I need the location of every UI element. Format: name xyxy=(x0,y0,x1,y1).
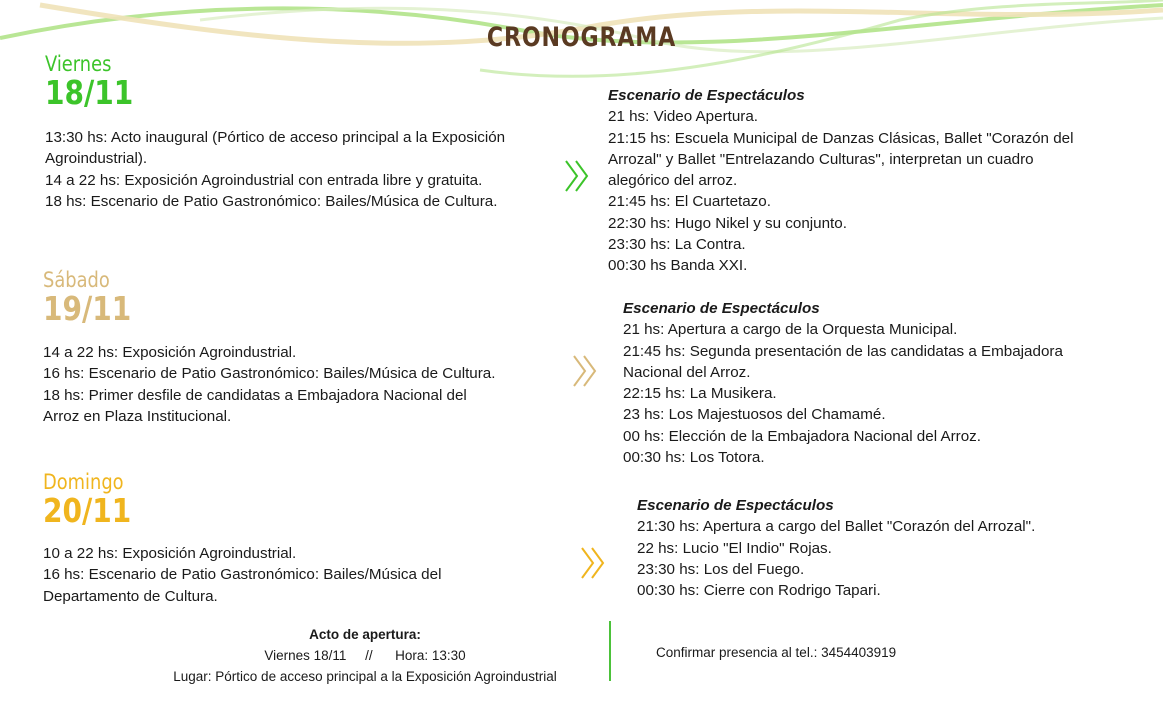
chevron-right-icon xyxy=(579,545,609,581)
stage-line: 23:30 hs: La Contra. xyxy=(608,236,746,254)
schedule-line: 16 hs: Escenario de Patio Gastronómico: Bailes/Música del xyxy=(43,566,442,584)
day-schedule-sabado xyxy=(43,342,495,427)
stage-line: 00:30 hs: Cierre con Rodrigo Tapari. xyxy=(637,582,881,600)
opening-label: Acto de apertura: xyxy=(309,627,421,642)
day-name: Viernes xyxy=(45,52,112,76)
stage-line: 22 hs: Lucio "El Indio" Rojas. xyxy=(637,539,832,557)
chevron-right-icon xyxy=(563,158,593,194)
day-name: Sábado xyxy=(43,268,110,292)
stage-line: 21:15 hs: Escuela Municipal de Danzas Clásicas, Ballet "Corazón del xyxy=(608,129,1074,147)
day-name: Domingo xyxy=(43,470,124,494)
stage-title: Escenario de Espectáculos xyxy=(608,87,805,104)
day-date: 18/11 xyxy=(45,73,134,112)
stage-line: 21 hs: Apertura a cargo de la Orquesta Municipal. xyxy=(623,321,958,339)
day-heading-domingo xyxy=(43,470,147,528)
day-heading-viernes xyxy=(45,52,149,110)
opening-place: Lugar: Pórtico de acceso principal a la Exposición Agroindustrial xyxy=(173,669,557,684)
footer-divider xyxy=(609,621,611,681)
opening-when: Viernes 18/11 // Hora: 13:30 xyxy=(264,648,466,663)
stage-line: 21 hs: Video Apertura. xyxy=(608,108,759,126)
stage-line: Arrozal" y Ballet "Entrelazando Culturas", interpretan un cuadro xyxy=(608,150,1034,168)
day-schedule-viernes xyxy=(45,127,505,212)
schedule-line: 14 a 22 hs: Exposición Agroindustrial. xyxy=(43,344,297,361)
schedule-line: 16 hs: Escenario de Patio Gastronómico: Bailes/Música de Cultura. xyxy=(43,365,496,383)
stage-line: 21:45 hs: El Cuartetazo. xyxy=(608,193,771,211)
day-date: 19/11 xyxy=(43,289,132,328)
stage-line: 21:45 hs: Segunda presentación de las candidatas a Embajadora xyxy=(623,342,1063,360)
stage-line: 23:30 hs: Los del Fuego. xyxy=(637,560,805,578)
stage-line: alegórico del arroz. xyxy=(608,172,738,190)
day-date: 20/11 xyxy=(43,491,132,530)
stage-title: Escenario de Espectáculos xyxy=(623,300,820,317)
schedule-line: Agroindustrial). xyxy=(45,150,148,168)
stage-schedule-domingo xyxy=(637,495,1035,601)
stage-schedule-sabado xyxy=(623,298,1063,468)
day-heading-sabado xyxy=(43,268,147,326)
page-title: CRONOGRAMA xyxy=(486,22,677,53)
stage-line: 00:30 hs Banda XXI. xyxy=(608,257,748,275)
stage-line: 00 hs: Elección de la Embajadora Nacional del Arroz. xyxy=(623,427,981,445)
stage-line: 23 hs: Los Majestuosos del Chamamé. xyxy=(623,406,886,424)
stage-line: 22:15 hs: La Musikera. xyxy=(623,385,777,403)
stage-line: Nacional del Arroz. xyxy=(623,363,751,381)
schedule-line: Departamento de Cultura. xyxy=(43,587,218,605)
chevron-right-icon xyxy=(571,353,601,389)
stage-title: Escenario de Espectáculos xyxy=(637,497,834,514)
stage-line: 00:30 hs: Los Totora. xyxy=(623,449,765,467)
schedule-line: 14 a 22 hs: Exposición Agroindustrial con entrada libre y gratuita. xyxy=(45,171,483,189)
schedule-line: 18 hs: Primer desfile de candidatas a Embajadora Nacional del xyxy=(43,386,467,404)
schedule-line: 18 hs: Escenario de Patio Gastronómico: Bailes/Música de Cultura. xyxy=(45,192,498,210)
opening-info xyxy=(150,624,580,687)
stage-line: 21:30 hs: Apertura a cargo del Ballet "Corazón del Arrozal". xyxy=(637,518,1036,536)
schedule-line: 13:30 hs: Acto inaugural (Pórtico de acceso principal a la Exposición xyxy=(45,129,506,146)
day-schedule-domingo xyxy=(43,543,441,607)
stage-line: 22:30 hs: Hugo Nikel y su conjunto. xyxy=(608,214,847,232)
confirm-phone: Confirmar presencia al tel.: 3454403919 xyxy=(656,645,897,660)
schedule-line: 10 a 22 hs: Exposición Agroindustrial. xyxy=(43,545,297,562)
schedule-line: Arroz en Plaza Institucional. xyxy=(43,407,232,425)
stage-schedule-viernes xyxy=(608,85,1073,277)
